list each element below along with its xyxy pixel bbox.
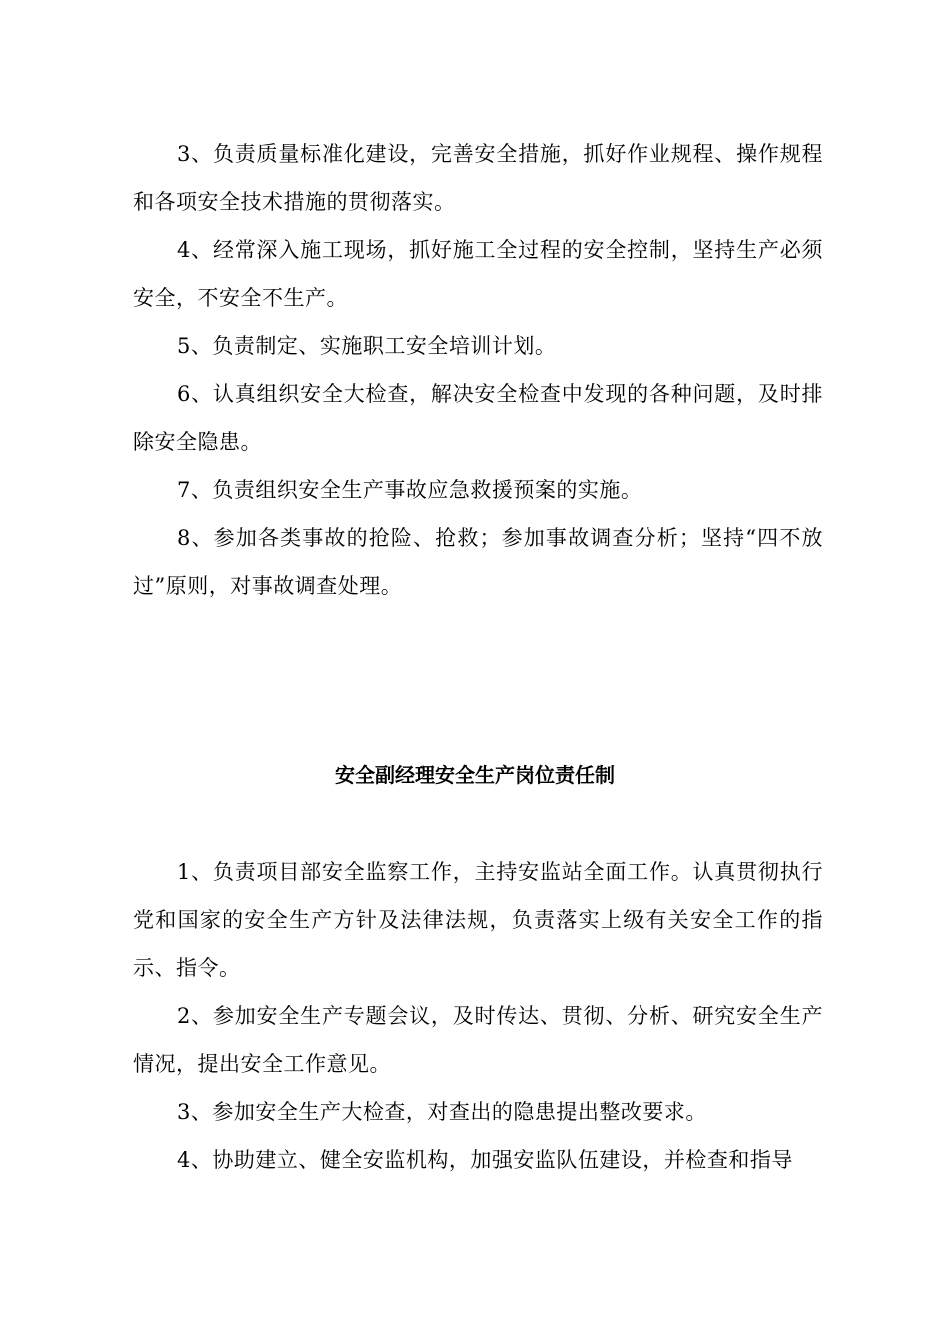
section2-item-3: 3、参加安全生产大检查，对查出的隐患提出整改要求。 bbox=[177, 1100, 707, 1124]
section2-item-1: 1、负责项目部安全监察工作，主持安监站全面工作。认真贯彻执行党和国家的安全生产方针及法律法规，负责落实上级有关安全工作的指示、指令。 bbox=[133, 860, 823, 980]
section1-body bbox=[133, 130, 823, 610]
section1-item-4: 4、经常深入施工现场，抓好施工全过程的安全控制，坚持生产必须安全，不安全不生产。 bbox=[133, 238, 823, 310]
section1-item-8: 8、参加各类事故的抢险、抢救；参加事故调查分析；坚持“四不放过”原则，对事故调查处理。 bbox=[133, 526, 823, 598]
section2-item-4: 4、协助建立、健全安监机构，加强安监队伍建设，并检查和指导 bbox=[177, 1148, 793, 1172]
section1-item-3: 3、负责质量标准化建设，完善安全措施，抓好作业规程、操作规程和各项安全技术措施的贯彻落实。 bbox=[133, 142, 823, 214]
section2-item-2: 2、参加安全生产专题会议，及时传达、贯彻、分析、研究安全生产情况，提出安全工作意见。 bbox=[133, 1004, 823, 1076]
section2-body bbox=[133, 848, 823, 1184]
section1-item-5: 5、负责制定、实施职工安全培训计划。 bbox=[177, 334, 557, 358]
section1-item-7: 7、负责组织安全生产事故应急救援预案的实施。 bbox=[177, 478, 643, 502]
section2-title: 安全副经理安全生产岗位责任制 bbox=[335, 763, 615, 787]
section1-item-6: 6、认真组织安全大检查，解决安全检查中发现的各种问题，及时排除安全隐患。 bbox=[133, 382, 823, 454]
